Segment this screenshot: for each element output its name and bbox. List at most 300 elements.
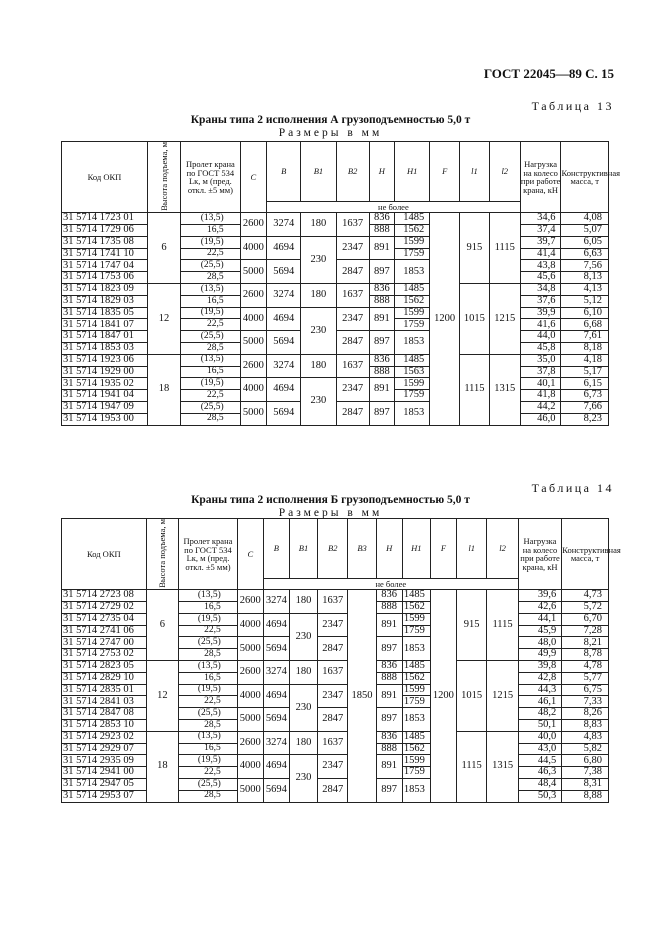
- okp-code: 31 5714 2741 06: [62, 625, 147, 637]
- dim-h: 891: [369, 236, 394, 260]
- table-row: [62, 378, 609, 390]
- header-f: F: [430, 142, 460, 202]
- dim-b: 5694: [263, 637, 289, 661]
- dim-l2: 1115: [489, 213, 520, 284]
- crane-span: 22,5: [179, 767, 238, 779]
- dim-h1: 1759: [395, 248, 430, 260]
- crane-span: (19,5): [179, 755, 238, 767]
- dim-c: 5000: [240, 260, 266, 284]
- table-row: [62, 284, 609, 296]
- design-mass: 4,78: [562, 661, 609, 673]
- dim-b2: 1637: [318, 590, 348, 614]
- dim-c: 2600: [240, 354, 266, 378]
- dim-h1: 1853: [402, 637, 430, 661]
- dim-h1: 1562: [402, 672, 430, 684]
- wheel-load: 44,0: [520, 331, 561, 343]
- dim-h1: 1485: [395, 354, 430, 366]
- wheel-load: 40,0: [518, 731, 561, 743]
- design-mass: 4,73: [562, 590, 609, 602]
- dim-b2: 1637: [336, 213, 369, 237]
- table-row: [62, 236, 609, 248]
- crane-span: 16,5: [181, 225, 241, 237]
- dim-c: 4000: [240, 378, 266, 402]
- wheel-load: 48,2: [518, 708, 561, 720]
- design-mass: 5,77: [562, 672, 609, 684]
- dim-b2: 2847: [318, 708, 348, 732]
- okp-code: 31 5714 2953 07: [62, 790, 147, 802]
- wheel-load: 39,8: [518, 661, 561, 673]
- design-mass: 6,73: [561, 390, 609, 402]
- dim-b1: 180: [301, 354, 336, 378]
- dim-c: 2600: [237, 590, 263, 614]
- dim-h1: 1485: [395, 213, 430, 225]
- dim-l1: 1115: [456, 731, 486, 802]
- design-mass: 7,61: [561, 331, 609, 343]
- wheel-load: 40,1: [520, 378, 561, 390]
- design-mass: 6,68: [561, 319, 609, 331]
- dim-b2: 1637: [318, 661, 348, 685]
- design-mass: 6,80: [562, 755, 609, 767]
- lift-height: 12: [146, 661, 179, 732]
- dim-l1: 1015: [456, 661, 486, 732]
- dim-b1: 230: [289, 613, 317, 660]
- table-13-label: Таблица 13: [531, 99, 614, 113]
- dim-b2: 1637: [336, 354, 369, 378]
- crane-span: 28,5: [179, 790, 238, 802]
- wheel-load: 37,4: [520, 225, 561, 237]
- dim-h1: 1485: [402, 731, 430, 743]
- okp-code: 31 5714 1841 07: [62, 319, 148, 331]
- dim-h: 897: [376, 779, 402, 803]
- table-row: [62, 779, 609, 791]
- header-not-more: не более: [267, 202, 521, 213]
- wheel-load: 49,9: [518, 649, 561, 661]
- dim-b: 3274: [267, 284, 301, 308]
- okp-code: 31 5714 1735 08: [62, 236, 148, 248]
- table-row: [62, 613, 609, 625]
- dim-h1: 1485: [402, 590, 430, 602]
- dim-h1: 1562: [395, 295, 430, 307]
- header-b: B: [263, 519, 289, 579]
- dim-l1: 1115: [460, 354, 490, 425]
- wheel-load: 46,3: [518, 767, 561, 779]
- dim-h1: 1759: [395, 390, 430, 402]
- header-l2: l2: [487, 519, 518, 579]
- header-c: C: [240, 142, 266, 213]
- crane-span: 28,5: [181, 343, 241, 355]
- dim-c: 4000: [240, 236, 266, 260]
- okp-code: 31 5714 2935 09: [62, 755, 147, 767]
- okp-code: 31 5714 2853 10: [62, 720, 147, 732]
- okp-code: 31 5714 1747 04: [62, 260, 148, 272]
- okp-code: 31 5714 1823 09: [62, 284, 148, 296]
- design-mass: 8,23: [561, 413, 609, 425]
- dim-b: 3274: [267, 213, 301, 237]
- crane-span: 16,5: [179, 602, 238, 614]
- wheel-load: 50,3: [518, 790, 561, 802]
- header-load: Нагрузка на колесо при работе крана, кН: [518, 519, 561, 590]
- okp-code: 31 5714 2941 00: [62, 767, 147, 779]
- design-mass: 6,10: [561, 307, 609, 319]
- wheel-load: 37,6: [520, 295, 561, 307]
- header-h1: H1: [395, 142, 430, 202]
- dim-b: 3274: [267, 354, 301, 378]
- design-mass: 6,75: [562, 684, 609, 696]
- dim-h1: 1853: [395, 402, 430, 426]
- okp-code: 31 5714 2723 08: [62, 590, 147, 602]
- design-mass: 8,31: [562, 779, 609, 791]
- wheel-load: 45,9: [518, 625, 561, 637]
- dim-b1: 180: [289, 590, 317, 614]
- crane-span: 28,5: [181, 272, 241, 284]
- dim-b1: 230: [301, 307, 336, 354]
- dim-l2: 1315: [487, 731, 518, 802]
- lift-height: 18: [146, 731, 179, 802]
- table-14-subtitle: Размеры в мм: [278, 507, 383, 519]
- dim-b2: 1637: [318, 731, 348, 755]
- dim-b2: 2347: [318, 613, 348, 637]
- crane-span: 16,5: [181, 295, 241, 307]
- crane-span: (19,5): [181, 307, 241, 319]
- crane-span: 16,5: [179, 743, 238, 755]
- okp-code: 31 5714 1741 10: [62, 248, 148, 260]
- dim-h1: 1563: [395, 366, 430, 378]
- dim-h: 891: [369, 307, 394, 331]
- header-load: Нагрузка на колесо при работе крана, кН: [520, 142, 561, 213]
- wheel-load: 39,7: [520, 236, 561, 248]
- dim-b2: 2347: [318, 755, 348, 779]
- dim-b1: 230: [301, 236, 336, 283]
- table-13-title: Краны типа 2 исполнения А грузоподъемностью 5,0 т: [190, 114, 471, 126]
- table-14: [61, 518, 621, 803]
- wheel-load: 48,4: [518, 779, 561, 791]
- dim-b: 5694: [263, 779, 289, 803]
- crane-span: (19,5): [179, 613, 238, 625]
- dim-h1: 1562: [402, 743, 430, 755]
- dim-b1: 230: [289, 755, 317, 802]
- header-c: C: [237, 519, 263, 590]
- okp-code: 31 5714 1847 01: [62, 331, 148, 343]
- design-mass: 7,66: [561, 402, 609, 414]
- header-h: H: [376, 519, 402, 579]
- dim-c: 5000: [237, 708, 263, 732]
- wheel-load: 44,3: [518, 684, 561, 696]
- dim-h: 836: [369, 213, 394, 225]
- design-mass: 8,18: [561, 343, 609, 355]
- dim-c: 5000: [240, 331, 266, 355]
- dim-b: 4694: [263, 755, 289, 779]
- header-l1: l1: [460, 142, 490, 202]
- wheel-load: 48,0: [518, 637, 561, 649]
- okp-code: 31 5714 1753 06: [62, 272, 148, 284]
- lift-height: 18: [148, 354, 181, 425]
- crane-span: 16,5: [181, 366, 241, 378]
- dim-h: 836: [369, 354, 394, 366]
- dim-b2: 2847: [336, 331, 369, 355]
- dim-h1: 1599: [402, 755, 430, 767]
- design-mass: 8,26: [562, 708, 609, 720]
- dim-b1: 180: [289, 661, 317, 685]
- dim-l2: 1315: [489, 354, 520, 425]
- dim-b2: 1637: [336, 284, 369, 308]
- header-b1: B1: [301, 142, 336, 202]
- wheel-load: 43,8: [520, 260, 561, 272]
- crane-span: 22,5: [181, 248, 241, 260]
- crane-span: (13,5): [179, 661, 238, 673]
- dim-c: 4000: [237, 613, 263, 637]
- crane-span: (13,5): [181, 284, 241, 296]
- dim-h1: 1599: [402, 613, 430, 625]
- design-mass: 8,88: [562, 790, 609, 802]
- wheel-load: 43,0: [518, 743, 561, 755]
- dim-b: 5694: [267, 331, 301, 355]
- header-code: Код ОКП: [62, 519, 147, 590]
- dim-c: 5000: [240, 402, 266, 426]
- design-mass: 8,13: [561, 272, 609, 284]
- dim-h1: 1759: [402, 625, 430, 637]
- dim-b: 5694: [263, 708, 289, 732]
- dim-c: 5000: [237, 637, 263, 661]
- crane-span: (19,5): [181, 236, 241, 248]
- table-row: [62, 590, 609, 602]
- dim-b: 4694: [263, 684, 289, 708]
- wheel-load: 37,8: [520, 366, 561, 378]
- dim-h: 888: [369, 225, 394, 237]
- okp-code: 31 5714 2835 01: [62, 684, 147, 696]
- crane-span: 22,5: [179, 696, 238, 708]
- crane-span: (13,5): [179, 590, 238, 602]
- dim-b2: 2347: [336, 236, 369, 260]
- design-mass: 8,21: [562, 637, 609, 649]
- dim-b: 4694: [263, 613, 289, 637]
- dim-l2: 1215: [487, 661, 518, 732]
- dim-b1: 180: [289, 731, 317, 755]
- dim-h1: 1562: [395, 225, 430, 237]
- dim-h1: 1853: [395, 260, 430, 284]
- dim-h1: 1599: [395, 307, 430, 319]
- header-f: F: [430, 519, 456, 579]
- dim-h: 891: [376, 684, 402, 708]
- wheel-load: 45,6: [520, 272, 561, 284]
- okp-code: 31 5714 1923 06: [62, 354, 148, 366]
- okp-code: 31 5714 2729 02: [62, 602, 147, 614]
- okp-code: 31 5714 1941 04: [62, 390, 148, 402]
- table-row: [62, 708, 609, 720]
- dim-h1: 1853: [402, 779, 430, 803]
- okp-code: 31 5714 2947 05: [62, 779, 147, 791]
- lift-height: 12: [148, 284, 181, 355]
- dim-b: 4694: [267, 236, 301, 260]
- header-not-more: не более: [263, 579, 518, 590]
- crane-span: (25,5): [181, 331, 241, 343]
- dim-h: 836: [369, 284, 394, 296]
- table-row: [62, 684, 609, 696]
- crane-span: (25,5): [181, 402, 241, 414]
- design-mass: 5,17: [561, 366, 609, 378]
- design-mass: 6,70: [562, 613, 609, 625]
- dim-h: 888: [376, 672, 402, 684]
- dim-b: 5694: [267, 402, 301, 426]
- dim-l2: 1115: [487, 590, 518, 661]
- dim-h: 836: [376, 590, 402, 602]
- wheel-load: 41,6: [520, 319, 561, 331]
- design-mass: 4,08: [561, 213, 609, 225]
- dim-b2: 2847: [318, 637, 348, 661]
- dim-b1: 230: [301, 378, 336, 425]
- okp-code: 31 5714 1947 09: [62, 402, 148, 414]
- crane-span: 28,5: [181, 413, 241, 425]
- wheel-load: 39,6: [518, 590, 561, 602]
- dim-h1: 1853: [402, 708, 430, 732]
- header-span: Пролет крана по ГОСТ 534 Lк, м (пред. откл. ±5 мм): [181, 142, 241, 213]
- dim-h: 888: [376, 743, 402, 755]
- dim-b1: 180: [301, 213, 336, 237]
- crane-span: (13,5): [181, 213, 241, 225]
- wheel-load: 50,1: [518, 720, 561, 732]
- dim-c: 4000: [237, 755, 263, 779]
- dim-c: 4000: [240, 307, 266, 331]
- dim-c: 2600: [237, 661, 263, 685]
- header-h: H: [369, 142, 394, 202]
- table-13: [61, 141, 621, 426]
- crane-span: (25,5): [179, 779, 238, 791]
- table-row: [62, 661, 609, 673]
- design-mass: 4,83: [562, 731, 609, 743]
- dim-b: 4694: [267, 378, 301, 402]
- dim-h1: 1599: [395, 236, 430, 248]
- crane-span: (25,5): [179, 708, 238, 720]
- dim-h1: 1485: [402, 661, 430, 673]
- dim-h: 897: [376, 637, 402, 661]
- crane-span: (13,5): [179, 731, 238, 743]
- dim-b: 3274: [263, 731, 289, 755]
- crane-span: (13,5): [181, 354, 241, 366]
- wheel-load: 34,6: [520, 213, 561, 225]
- dim-h: 897: [369, 260, 394, 284]
- okp-code: 31 5714 1935 02: [62, 378, 148, 390]
- okp-code: 31 5714 1729 06: [62, 225, 148, 237]
- header-l2: l2: [489, 142, 520, 202]
- crane-span: (19,5): [179, 684, 238, 696]
- okp-code: 31 5714 2735 04: [62, 613, 147, 625]
- dim-b2: 2847: [318, 779, 348, 803]
- wheel-load: 44,1: [518, 613, 561, 625]
- header-span: Пролет крана по ГОСТ 534 Lк, м (пред. откл. ±5 мм): [179, 519, 238, 590]
- okp-code: 31 5714 2847 08: [62, 708, 147, 720]
- dim-l1: 915: [460, 213, 490, 284]
- crane-span: (25,5): [181, 260, 241, 272]
- dim-b2: 2847: [336, 402, 369, 426]
- crane-span: 22,5: [181, 319, 241, 331]
- wheel-load: 42,8: [518, 672, 561, 684]
- dim-b: 3274: [263, 590, 289, 614]
- dim-b: 5694: [267, 260, 301, 284]
- document-header: ГОСТ 22045—89 С. 15: [483, 66, 614, 81]
- wheel-load: 41,4: [520, 248, 561, 260]
- wheel-load: 41,8: [520, 390, 561, 402]
- okp-code: 31 5714 2747 00: [62, 637, 147, 649]
- okp-code: 31 5714 2823 05: [62, 661, 147, 673]
- wheel-load: 45,8: [520, 343, 561, 355]
- dim-c: 5000: [237, 779, 263, 803]
- design-mass: 5,12: [561, 295, 609, 307]
- table-row: [62, 637, 609, 649]
- header-l1: l1: [456, 519, 486, 579]
- dim-b2: 2347: [336, 378, 369, 402]
- okp-code: 31 5714 1929 00: [62, 366, 148, 378]
- wheel-load: 46,1: [518, 696, 561, 708]
- dim-f: 1200: [430, 213, 460, 425]
- dim-h1: 1599: [395, 378, 430, 390]
- table-14-label: Таблица 14: [531, 481, 614, 495]
- dim-h1: 1759: [402, 767, 430, 779]
- okp-code: 31 5714 1953 00: [62, 413, 148, 425]
- header-mass: Конструктивная масса, т: [561, 142, 609, 213]
- dim-h1: 1485: [395, 284, 430, 296]
- header-code: Код ОКП: [62, 142, 148, 213]
- crane-span: (19,5): [181, 378, 241, 390]
- crane-span: 28,5: [179, 720, 238, 732]
- dim-h: 836: [376, 731, 402, 743]
- lift-height: 6: [148, 213, 181, 284]
- wheel-load: 46,0: [520, 413, 561, 425]
- dim-l1: 1015: [460, 284, 490, 355]
- design-mass: 8,78: [562, 649, 609, 661]
- table-row: [62, 307, 609, 319]
- dim-h1: 1562: [402, 602, 430, 614]
- design-mass: 6,05: [561, 236, 609, 248]
- header-b2: B2: [336, 142, 369, 202]
- dim-h: 888: [369, 295, 394, 307]
- crane-span: 16,5: [179, 672, 238, 684]
- wheel-load: 42,6: [518, 602, 561, 614]
- header-mass: Конструктивная масса, т: [562, 519, 609, 590]
- dim-c: 2600: [240, 284, 266, 308]
- header-b1: B1: [289, 519, 317, 579]
- design-mass: 4,18: [561, 354, 609, 366]
- design-mass: 7,56: [561, 260, 609, 272]
- okp-code: 31 5714 2841 03: [62, 696, 147, 708]
- header-b3: B3: [348, 519, 376, 579]
- dim-c: 2600: [237, 731, 263, 755]
- okp-code: 31 5714 1829 03: [62, 295, 148, 307]
- okp-code: 31 5714 2829 10: [62, 672, 147, 684]
- design-mass: 7,28: [562, 625, 609, 637]
- header-height: Высота подъема, м: [146, 519, 179, 590]
- dim-h: 897: [369, 402, 394, 426]
- dim-h: 888: [369, 366, 394, 378]
- okp-code: 31 5714 1835 05: [62, 307, 148, 319]
- table-row: [62, 213, 609, 225]
- dim-b1: 180: [301, 284, 336, 308]
- okp-code: 31 5714 2753 02: [62, 649, 147, 661]
- design-mass: 5,82: [562, 743, 609, 755]
- wheel-load: 34,8: [520, 284, 561, 296]
- dim-h: 836: [376, 661, 402, 673]
- design-mass: 7,38: [562, 767, 609, 779]
- header-h1: H1: [402, 519, 430, 579]
- header-height: Высота подъема, м: [148, 142, 181, 213]
- design-mass: 4,13: [561, 284, 609, 296]
- dim-c: 4000: [237, 684, 263, 708]
- crane-span: 22,5: [181, 390, 241, 402]
- dim-h1: 1853: [395, 331, 430, 355]
- dim-f: 1200: [430, 590, 456, 802]
- design-mass: 6,63: [561, 248, 609, 260]
- table-row: [62, 731, 609, 743]
- dim-b3: 1850: [348, 590, 376, 802]
- dim-b: 3274: [263, 661, 289, 685]
